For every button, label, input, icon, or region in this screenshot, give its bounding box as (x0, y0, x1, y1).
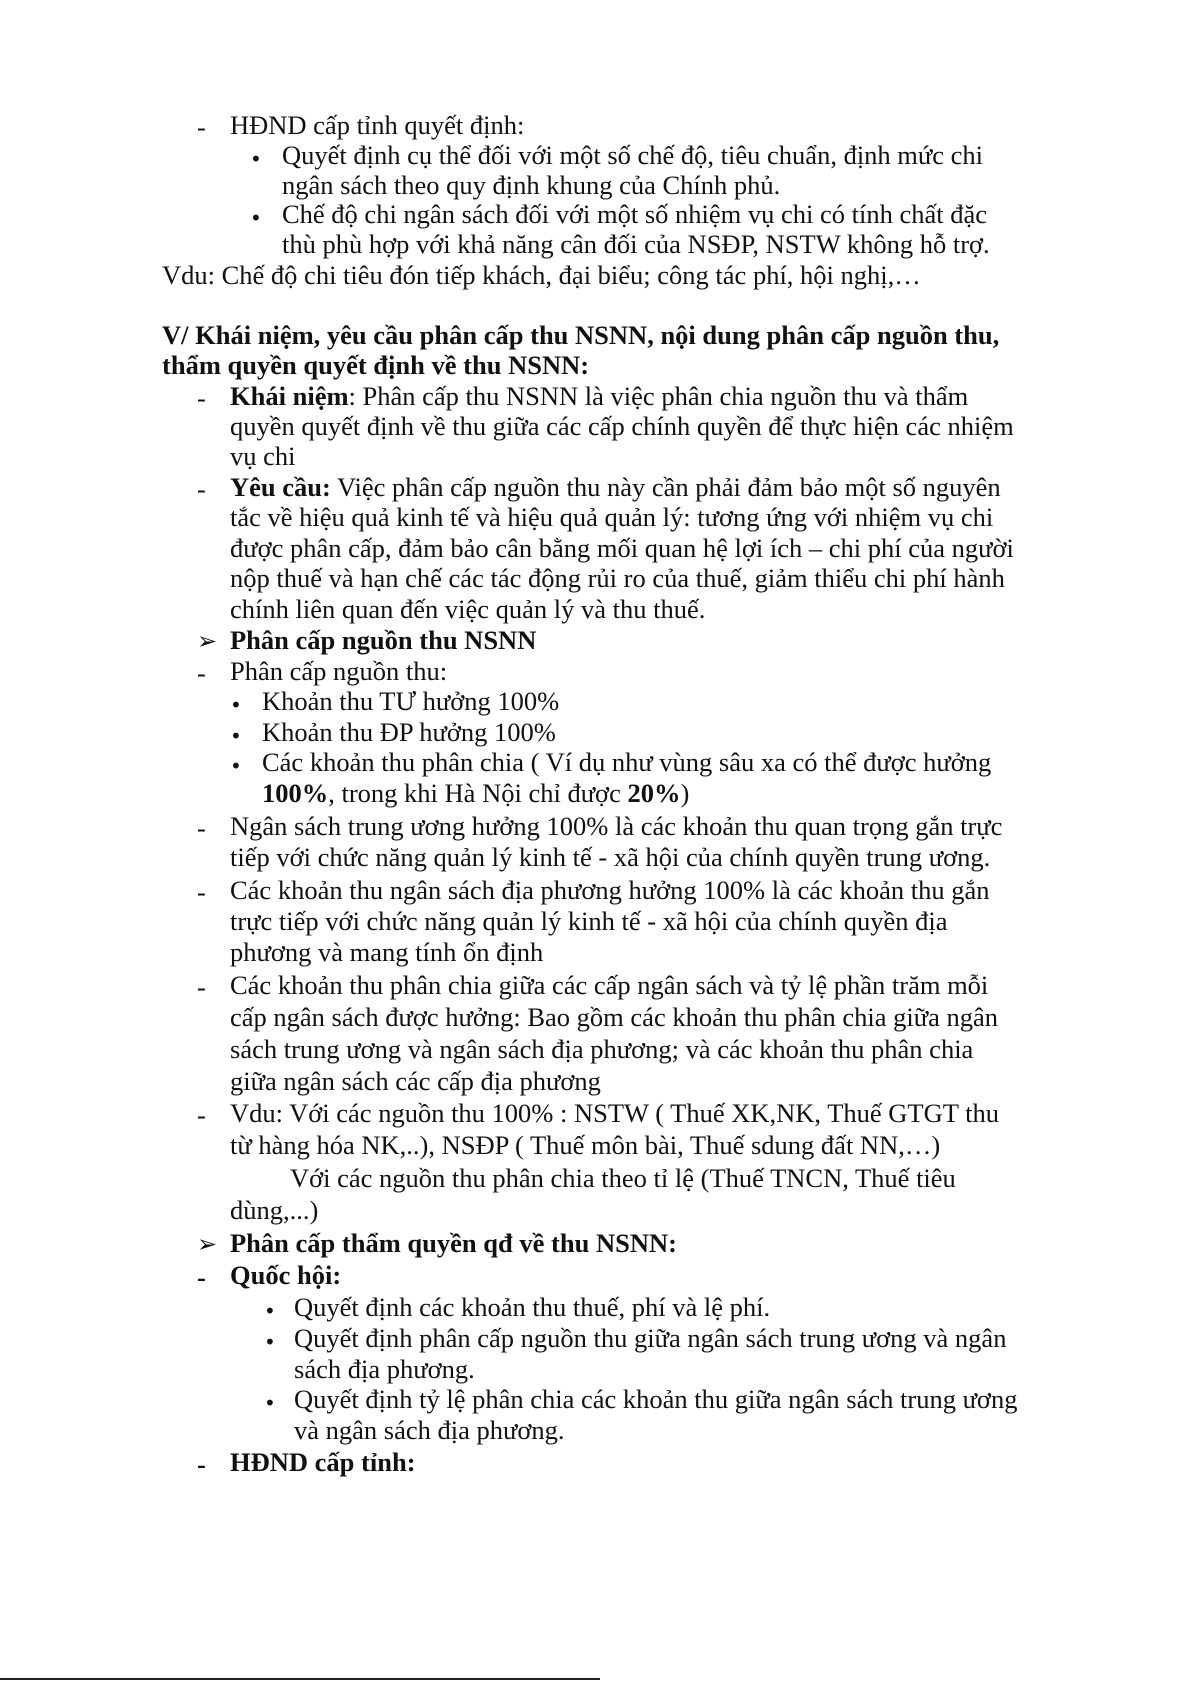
example-text: từ hàng hóa NK,..), NSĐP ( Thuế môn bài, Thuế sdung đất NN,…) (230, 1130, 941, 1160)
example-text: dùng,...) (230, 1195, 319, 1225)
list-item-text: Các khoản thu phân chia giữa các cấp ngân sách và tỷ lệ phần trăm mỗi (230, 970, 989, 1000)
bullet-text: Quyết định các khoản thu thuế, phí và lệ phí. (294, 1292, 771, 1322)
list-dash: - (197, 1100, 206, 1130)
list-item-text: trực tiếp với chức năng quản lý kinh tế - xã hội của chính quyền địa (230, 906, 948, 936)
bullet: • (264, 1391, 276, 1415)
example-text: Vdu: Với các nguồn thu 100% : NSTW ( Thuế XK,NK, Thuế GTGT thu (230, 1098, 999, 1128)
list-dash: - (197, 383, 206, 413)
section-heading: V/ Khái niệm, yêu cầu phân cấp thu NSNN, nội dung phân cấp nguồn thu, (162, 320, 1000, 350)
requirement-text: chính liên quan đến việc quản lý và thu thuế. (230, 594, 706, 624)
bullet-text-end: ) (680, 778, 690, 808)
arrow-bullet-icon: ➢ (197, 629, 218, 655)
requirement-text: tắc về hiệu quả kinh tế và hiệu quả quản lý: tương ứng với nhiệm vụ chi (230, 502, 994, 532)
bullet: • (230, 693, 242, 717)
bullet-text-mid: , trong khi Hà Nội chỉ được (328, 778, 628, 808)
list-item-text: HĐND cấp tỉnh quyết định: (230, 110, 525, 140)
requirement-text: được phân cấp, đảm bảo cân bằng mối quan hệ lợi ích – chi phí của người (230, 533, 1014, 563)
subheading: Phân cấp nguồn thu NSNN (230, 625, 537, 655)
section-heading: thẩm quyền quyết định về thu NSNN: (162, 350, 590, 380)
list-dash: - (197, 658, 206, 688)
subheading: Phân cấp thẩm quyền qđ về thu NSNN: (230, 1228, 677, 1258)
bullet-text (262, 780, 689, 807)
bullet: • (264, 1299, 276, 1323)
requirement-text: Việc phân cấp nguồn thu này cần phải đảm bảo một số nguyên (330, 472, 1001, 502)
bullet: • (250, 206, 262, 230)
requirement-line (230, 474, 1001, 501)
list-dash: - (197, 1262, 206, 1292)
percent-value: 100% (262, 778, 329, 808)
list-item-text: phương và mang tính ổn định (230, 937, 544, 967)
bullet: • (230, 754, 242, 778)
bullet: • (250, 147, 262, 171)
definition-text: vụ chi (230, 441, 296, 471)
bullet-text: ngân sách theo quy định khung của Chính phủ. (282, 170, 781, 200)
bullet-text: Khoản thu ĐP hưởng 100% (262, 717, 556, 747)
definition-text: : Phân cấp thu NSNN là việc phân chia nguồn thu và thẩm (348, 381, 969, 411)
list-item-text: tiếp với chức năng quản lý kinh tế - xã hội của chính quyền trung ương. (230, 842, 991, 872)
list-item-text: cấp ngân sách được hưởng: Bao gồm các khoản thu phân chia giữa ngân (230, 1002, 998, 1032)
example-text: Vdu: Chế độ chi tiêu đón tiếp khách, đại biểu; công tác phí, hội nghị,… (162, 260, 921, 290)
list-item-text: sách trung ương và ngân sách địa phương; và các khoản thu phân chia (230, 1034, 974, 1064)
requirement-text: nộp thuế và hạn chế các tác động rủi ro của thuế, giảm thiểu chi phí hành (230, 563, 1005, 593)
requirement-label: Yêu cầu: (230, 472, 331, 502)
list-dash: - (197, 813, 206, 843)
definition-label: Khái niệm (230, 381, 349, 411)
arrow-bullet-icon: ➢ (197, 1232, 218, 1258)
bullet-text: Quyết định tỷ lệ phân chia các khoản thu giữa ngân sách trung ương (294, 1384, 1018, 1414)
bullet-text: Chế độ chi ngân sách đối với một số nhiệm vụ chi có tính chất đặc (282, 199, 988, 229)
percent-value: 20% (627, 778, 681, 808)
bullet-text: và ngân sách địa phương. (294, 1415, 565, 1445)
bullet: • (264, 1330, 276, 1354)
list-item-text: Ngân sách trung ương hưởng 100% là các khoản thu quan trọng gắn trực (230, 811, 1003, 841)
bullet-text: Quyết định cụ thể đối với một số chế độ, tiêu chuẩn, định mức chi (282, 140, 984, 170)
list-dash: - (197, 972, 206, 1002)
definition-line (230, 383, 968, 410)
bullet-text: Quyết định phân cấp nguồn thu giữa ngân sách trung ương và ngân (294, 1323, 1007, 1353)
bullet-text: Các khoản thu phân chia ( Ví dụ như vùng sâu xa có thể được hưởng (262, 747, 992, 777)
list-item-text: giữa ngân sách các cấp địa phương (230, 1066, 601, 1096)
bullet-text: thù phù hợp với khả năng cân đối của NSĐP, NSTW không hỗ trợ. (282, 229, 990, 259)
list-item-label: Quốc hội: (230, 1260, 342, 1290)
bullet-text: Khoản thu TƯ hưởng 100% (262, 686, 560, 716)
list-item-text: Các khoản thu ngân sách địa phương hưởng 100% là các khoản thu gắn (230, 875, 990, 905)
definition-text: quyền quyết định về thu giữa các cấp chính quyền để thực hiện các nhiệm (230, 411, 1014, 441)
page-bottom-rule (0, 1678, 600, 1680)
list-dash: - (197, 1449, 206, 1479)
list-dash: - (197, 474, 206, 504)
list-dash: - (197, 877, 206, 907)
example-text: Với các nguồn thu phân chia theo tỉ lệ (Thuế TNCN, Thuế tiêu (290, 1163, 956, 1193)
bullet: • (230, 724, 242, 748)
list-dash: - (197, 112, 206, 142)
list-item-label: HĐND cấp tỉnh: (230, 1447, 416, 1477)
list-item-text: Phân cấp nguồn thu: (230, 656, 448, 686)
bullet-text: sách địa phương. (294, 1354, 475, 1384)
